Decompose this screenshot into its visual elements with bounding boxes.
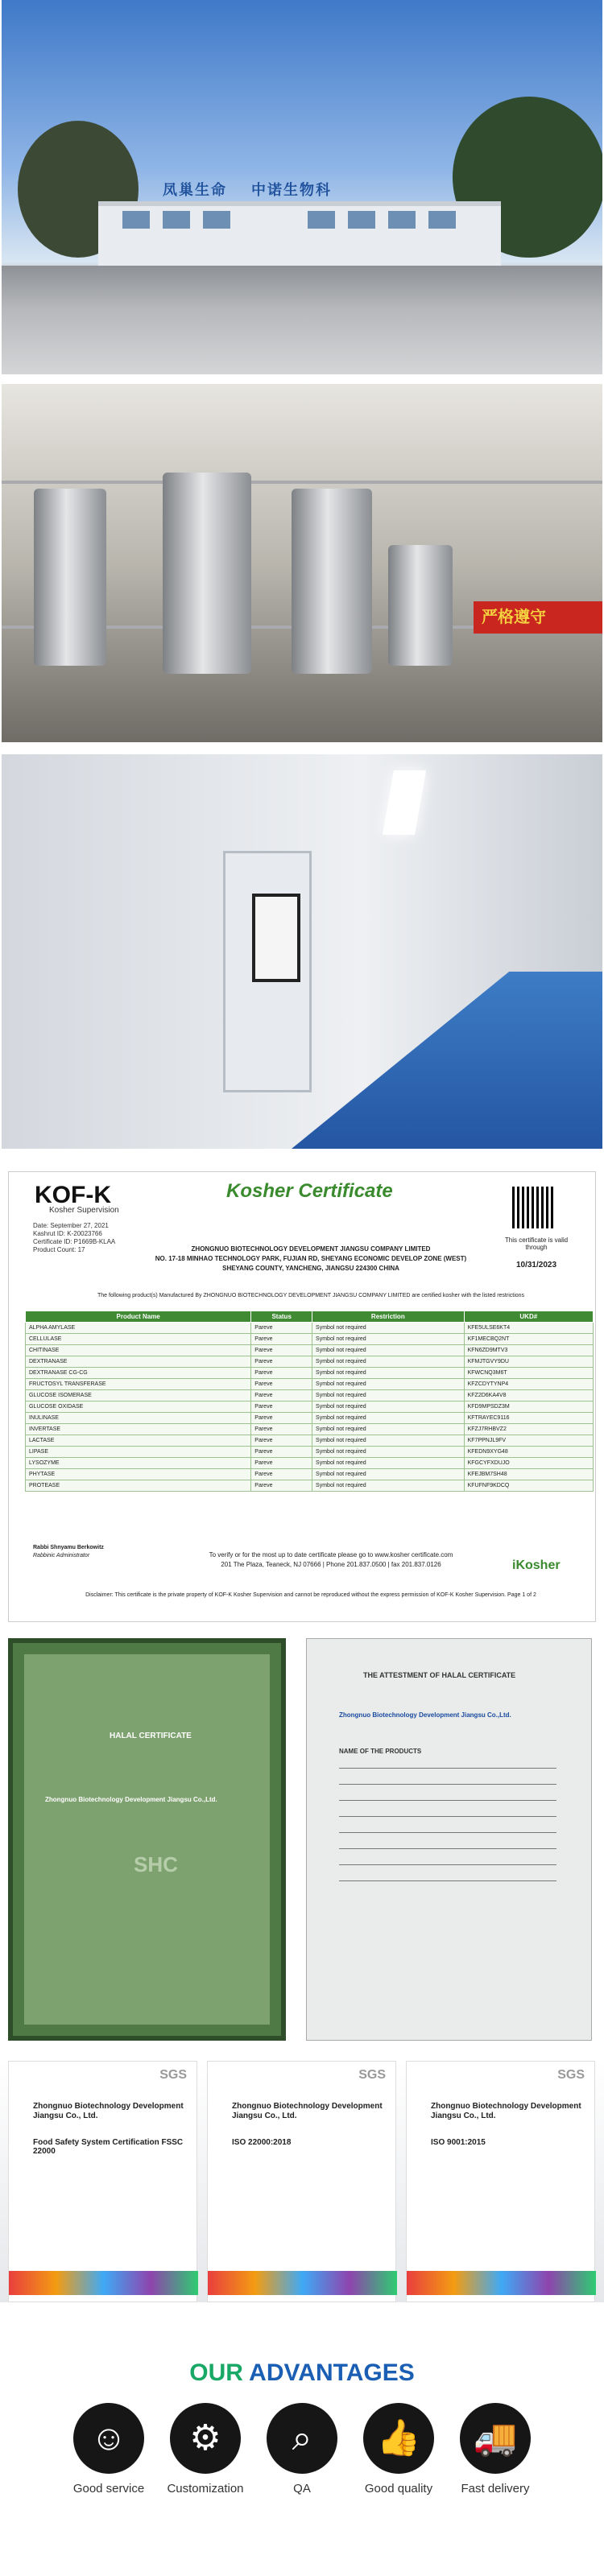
halal-attestment-certificate: THE ATTESTMENT OF HALAL CERTIFICATE Zhongnuo Biotechnology Development Jiangsu Co.,Ltd. NAME OF THE PRODUCTS — [306, 1638, 592, 2041]
table-cell: CELLULASE — [26, 1334, 251, 1345]
advantage-fast-delivery: 🚚 Fast delivery — [447, 2403, 544, 2496]
valid-through-date: 10/31/2023 — [515, 1261, 557, 1269]
sgs-certificates — [0, 2061, 604, 2302]
table-row — [26, 1447, 594, 1458]
delivery-truck-icon: 🚚 — [460, 2403, 531, 2474]
table-cell: Symbol not required — [312, 1447, 465, 1458]
clean-room-photo — [2, 754, 602, 1149]
advantage-qa: ⌕ QA — [254, 2403, 350, 2496]
product-table — [25, 1311, 594, 1492]
halal-certificate-green: HALAL CERTIFICATE Zhongnuo Biotechnology Development Jiangsu Co.,Ltd. SHC — [8, 1638, 286, 2041]
table-cell: KFZ2D6KA4V8 — [464, 1390, 593, 1402]
production-equipment-photo — [2, 384, 602, 742]
verification-info: To verify or for the most up to date certificate please go to www.kosher certificate.com 201 The Plaza, Teaneck, NJ 07666 | Phone 201.837.0500 | fax 201.837.0126 — [209, 1551, 453, 1568]
table-cell: Symbol not required — [312, 1334, 465, 1345]
table-cell: DEXTRANASE CG-CG — [26, 1368, 251, 1379]
table-cell: DEXTRANASE — [26, 1356, 251, 1368]
table-cell: Symbol not required — [312, 1345, 465, 1356]
table-cell: Pareve — [251, 1334, 312, 1345]
certificate-note: The following product(s) Manufactured By ZHONGNUO BIOTECHNOLOGY DEVELOPMENT JIANGSU COMPANY LIMITED are certified kosher with the listed restrictions — [97, 1293, 525, 1298]
table-cell: INULINASE — [26, 1413, 251, 1424]
sgs-cert-fssc: SGS Zhongnuo Biotechnology Development Jiangsu Co., Ltd. Food Safety System Certification FSSC 22000 — [8, 2061, 197, 2302]
table-cell: Pareve — [251, 1458, 312, 1469]
table-cell: Symbol not required — [312, 1356, 465, 1368]
factory-sign-left: 凤巢生命 — [163, 182, 227, 198]
table-row — [26, 1469, 594, 1480]
table-cell: LYSOZYME — [26, 1458, 251, 1469]
table-cell: KFEJBM7SH48 — [464, 1469, 593, 1480]
gears-icon: ⚙ — [170, 2403, 241, 2474]
table-cell: LIPASE — [26, 1447, 251, 1458]
thumbs-up-icon: 👍 — [363, 2403, 434, 2474]
table-cell: KFN6ZD9MTV3 — [464, 1345, 593, 1356]
table-row — [26, 1402, 594, 1413]
table-cell: Symbol not required — [312, 1323, 465, 1334]
factory-exterior-photo — [2, 0, 602, 374]
kofk-logo: KOF-K — [35, 1182, 111, 1208]
certificate-meta: Date: September 27, 2021 Kashrut ID: K-20023766 Certificate ID: P1669B-KLAA Product Count: 17 — [33, 1222, 116, 1253]
table-header: Status — [251, 1311, 312, 1323]
table-cell: CHITINASE — [26, 1345, 251, 1356]
table-cell: KFEDN9XYG48 — [464, 1447, 593, 1458]
table-cell: Pareve — [251, 1323, 312, 1334]
sgs-cert-iso22000: SGS Zhongnuo Biotechnology Development Jiangsu Co., Ltd. ISO 22000:2018 — [207, 2061, 396, 2302]
certificate-title: Kosher Certificate — [226, 1180, 393, 1202]
table-cell: FRUCTOSYL TRANSFERASE — [26, 1379, 251, 1390]
table-cell: Symbol not required — [312, 1402, 465, 1413]
table-row — [26, 1458, 594, 1469]
table-cell: Pareve — [251, 1424, 312, 1435]
table-cell: KFE5ULSE6KT4 — [464, 1323, 593, 1334]
table-cell: Symbol not required — [312, 1424, 465, 1435]
table-cell: Pareve — [251, 1368, 312, 1379]
table-cell: Pareve — [251, 1379, 312, 1390]
table-cell: PHYTASE — [26, 1469, 251, 1480]
table-cell: Pareve — [251, 1469, 312, 1480]
table-cell: KFMJTGVY9DU — [464, 1356, 593, 1368]
table-cell: Symbol not required — [312, 1480, 465, 1492]
table-cell: Pareve — [251, 1447, 312, 1458]
table-cell: ALPHA AMYLASE — [26, 1323, 251, 1334]
table-cell: KFD9MPSDZ3M — [464, 1402, 593, 1413]
table-cell: KF7PPNJL9FV — [464, 1435, 593, 1447]
table-cell: KFZCDYTYNP4 — [464, 1379, 593, 1390]
table-cell: KFGCYFXDUJO — [464, 1458, 593, 1469]
table-row — [26, 1435, 594, 1447]
advantages-section — [0, 2347, 604, 2576]
factory-sign-right: 中诺生物科 — [251, 182, 332, 198]
table-row — [26, 1413, 594, 1424]
valid-through-label: This certificate is valid through — [504, 1236, 569, 1251]
quality-magnifier-icon: ⌕ — [267, 2403, 337, 2474]
table-cell: Pareve — [251, 1390, 312, 1402]
advantages-title: OUR ADVANTAGES — [189, 2359, 415, 2386]
table-cell: Symbol not required — [312, 1469, 465, 1480]
table-cell: Symbol not required — [312, 1413, 465, 1424]
table-cell: INVERTASE — [26, 1424, 251, 1435]
qr-code-icon — [512, 1187, 554, 1228]
table-cell: Symbol not required — [312, 1435, 465, 1447]
certified-company: ZHONGNUO BIOTECHNOLOGY DEVELOPMENT JIANGSU COMPANY LIMITED NO. 17-18 MINHAO TECHNOLOGY PARK, FUJIAN RD, SHEYANG ECONOMIC DEVELOP ZONE (WEST) SHEYANG COUNTY, YANCHENG, JIANGSU 224300 CHINA — [155, 1245, 467, 1272]
table-row — [26, 1368, 594, 1379]
table-cell: Symbol not required — [312, 1379, 465, 1390]
signature-block: Rabbi Shnyamu Berkowitz Rabbinic Administrator — [33, 1545, 104, 1558]
disclaimer: Disclaimer: This certificate is the private property of KOF-K Kosher Supervision and cannot be reproduced without the express permission of KOF-K Kosher Supervision. Page 1 of 2 — [85, 1592, 536, 1598]
table-cell: PROTEASE — [26, 1480, 251, 1492]
ikosher-logo: iKosher — [512, 1558, 561, 1572]
table-cell: Pareve — [251, 1356, 312, 1368]
table-cell: GLUCOSE ISOMERASE — [26, 1390, 251, 1402]
table-cell: Pareve — [251, 1413, 312, 1424]
sgs-cert-iso9001: SGS Zhongnuo Biotechnology Development Jiangsu Co., Ltd. ISO 9001:2015 — [406, 2061, 595, 2302]
advantage-customization: ⚙ Customization — [157, 2403, 254, 2496]
table-cell: KFTRAYEC9116 — [464, 1413, 593, 1424]
table-row — [26, 1345, 594, 1356]
table-row — [26, 1390, 594, 1402]
table-cell: GLUCOSE OXIDASE — [26, 1402, 251, 1413]
table-cell: Pareve — [251, 1402, 312, 1413]
table-cell: Pareve — [251, 1345, 312, 1356]
table-cell: Symbol not required — [312, 1458, 465, 1469]
advantage-good-service: ☺ Good service — [60, 2403, 157, 2496]
advantage-good-quality: 👍 Good quality — [350, 2403, 447, 2496]
kofk-subtitle: Kosher Supervision — [49, 1206, 119, 1215]
table-row — [26, 1356, 594, 1368]
support-agent-icon: ☺ — [73, 2403, 144, 2474]
table-row — [26, 1480, 594, 1492]
table-cell: KFZJ7RHBVZ2 — [464, 1424, 593, 1435]
table-cell: KF1MECBQ2NT — [464, 1334, 593, 1345]
table-row — [26, 1323, 594, 1334]
table-cell: Pareve — [251, 1480, 312, 1492]
table-header: UKD# — [464, 1311, 593, 1323]
table-cell: Pareve — [251, 1435, 312, 1447]
halal-certificates — [0, 1634, 604, 2045]
table-cell: LACTASE — [26, 1435, 251, 1447]
table-cell: Symbol not required — [312, 1368, 465, 1379]
table-header: Product Name — [26, 1311, 251, 1323]
table-header: Restriction — [312, 1311, 465, 1323]
table-cell: Symbol not required — [312, 1390, 465, 1402]
table-row — [26, 1334, 594, 1345]
table-cell: KFUFNF9KDCQ — [464, 1480, 593, 1492]
table-row — [26, 1424, 594, 1435]
safety-banner: 严格遵守 — [474, 601, 602, 634]
kosher-certificate — [8, 1171, 596, 1622]
table-cell: KFWCNQ3M6T — [464, 1368, 593, 1379]
table-row — [26, 1379, 594, 1390]
